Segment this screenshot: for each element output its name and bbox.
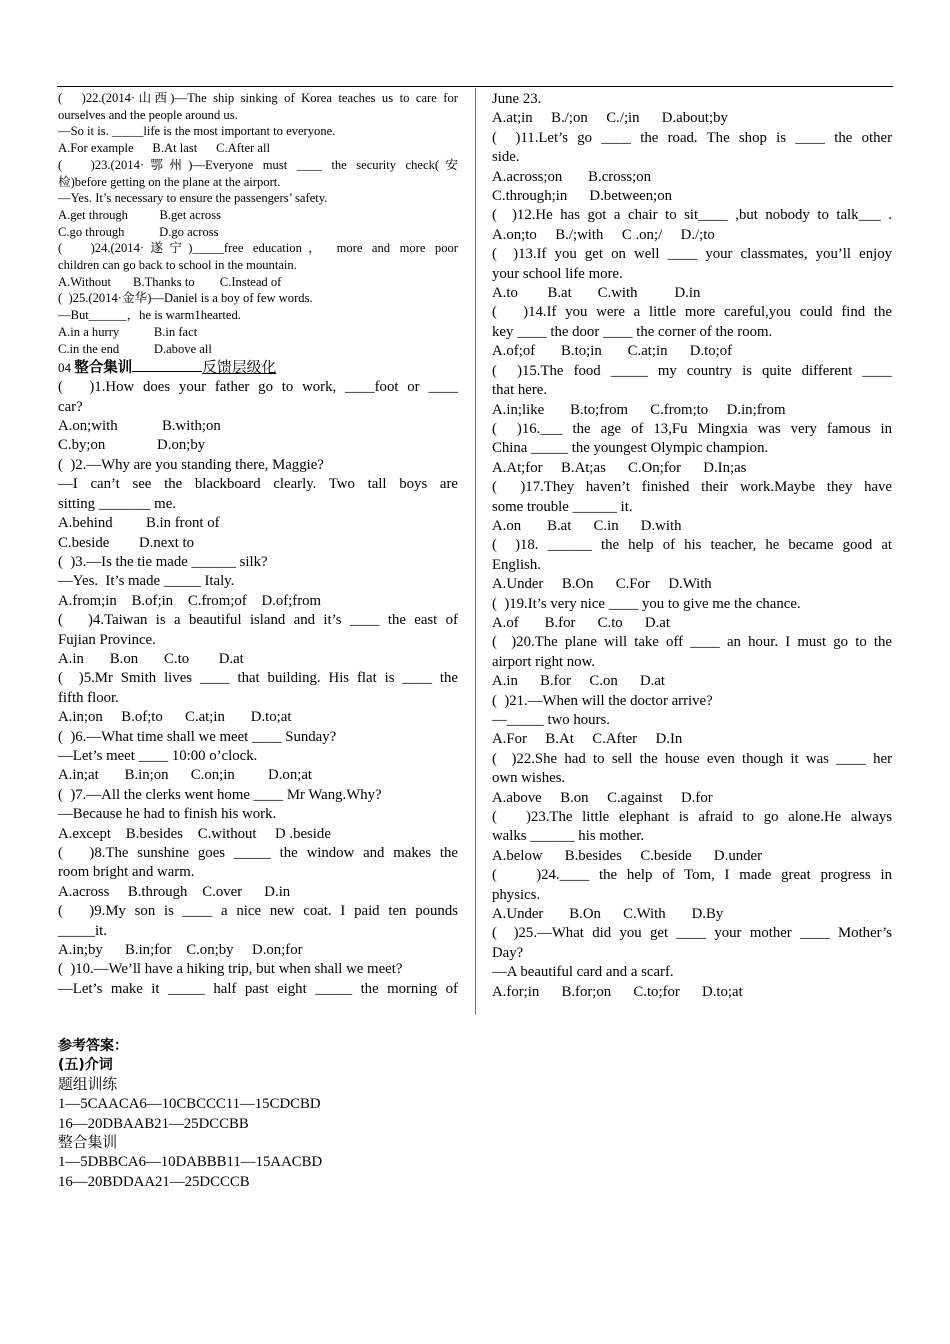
- answer-key: [58, 1037, 458, 1192]
- text-line: A.in;like B.to;from C.from;to D.in;from: [492, 401, 786, 418]
- text-line: —Because he had to finish his work.: [58, 806, 277, 823]
- text-line: A.across B.through C.over D.in: [58, 883, 291, 900]
- text-line: that here.: [492, 382, 548, 399]
- text-line: A.of B.for C.to D.at: [492, 614, 670, 631]
- text-line: sitting _______ me.: [58, 495, 176, 512]
- text-line: C.beside D.next to: [58, 534, 195, 551]
- text-line: A.except B.besides C.without D .beside: [58, 825, 331, 842]
- section-title: 整合集训: [74, 360, 133, 377]
- text-line: side.: [492, 149, 520, 166]
- section-header: [58, 358, 458, 378]
- text-line: ( )3.—Is the tie made ______ silk?: [58, 553, 268, 570]
- text-line: C.in the end D.above all: [58, 341, 212, 356]
- text-line: ( )12.He has got a chair to sit____ ,but nobody to talk___ .: [492, 207, 892, 224]
- text-line: ( )10.—We’ll have a hiking trip, but when shall we meet?: [58, 961, 403, 978]
- text-line: A.behind B.in front of: [58, 515, 220, 532]
- text-line: fifth floor.: [58, 689, 119, 706]
- text-line: —Let’s make it _____ half past eight _____ the morning of: [58, 980, 458, 997]
- text-line: ( )24.(2014·遂宁)_____free education， more and more poor: [58, 241, 458, 256]
- answer-line: 整合集训: [58, 1135, 118, 1152]
- text-line: A.from;in B.of;in C.from;of D.of;from: [58, 592, 322, 609]
- text-line: A.on;to B./;with C .on;/ D./;to: [492, 226, 715, 243]
- text-line: A.above B.on C.against D.for: [492, 789, 713, 806]
- text-line: ( )24.____ the help of Tom, I made great progress in: [492, 867, 892, 884]
- text-line: —Yes. It’s made _____ Italy.: [58, 573, 235, 590]
- column-divider: [475, 88, 476, 1015]
- right-column: [492, 90, 892, 1002]
- answer-line: 16—20DBAAB21—25DCCBB: [58, 1115, 249, 1132]
- text-line: A.in;by B.in;for C.on;by D.on;for: [58, 942, 303, 959]
- text-line: ( )5.Mr Smith lives ____ that building. His flat is ____ the: [58, 670, 458, 687]
- text-line: your school life more.: [492, 265, 623, 282]
- text-line: Day?: [492, 944, 524, 961]
- text-line: A.for;in B.for;on C.to;for D.to;at: [492, 983, 743, 1000]
- answer-line: 题组训练: [58, 1076, 118, 1093]
- text-line: —Let’s meet ____ 10:00 o’clock.: [58, 747, 258, 764]
- text-line: C.go through D.go across: [58, 224, 219, 239]
- text-line: A.below B.besides C.beside D.under: [492, 847, 763, 864]
- answer-line: 16—20BDDAA21—25DCCCB: [58, 1173, 250, 1190]
- text-line: A.Without B.Thanks to C.Instead of: [58, 274, 282, 289]
- text-line: ( )22.She had to sell the house even though it was ____ her: [492, 750, 892, 767]
- text-line: China _____ the youngest Olympic champion.: [492, 440, 769, 457]
- text-line: —But______，he is warm1hearted.: [58, 308, 241, 323]
- answer-line: 1—5DBBCA6—10DABBB11—15AACBD: [58, 1154, 323, 1171]
- text-line: A.in a hurry B.in fact: [58, 324, 198, 339]
- header-underline: [132, 359, 202, 372]
- text-line: car?: [58, 398, 83, 415]
- text-line: C.through;in D.between;on: [492, 188, 673, 205]
- text-line: children can go back to school in the mountain.: [58, 258, 297, 273]
- text-line: ( )11.Let’s go ____ the road. The shop is ____ the other: [492, 129, 892, 146]
- text-line: —Yes. It’s necessary to ensure the passengers’ safety.: [58, 191, 328, 206]
- text-line: ( )21.—When will the doctor arrive?: [492, 692, 713, 709]
- left-small-questions: [58, 90, 458, 357]
- text-line: A.in;at B.in;on C.on;in D.on;at: [58, 767, 313, 784]
- section-subtitle: 反馈层级化: [202, 360, 277, 377]
- text-line: room bright and warm.: [58, 864, 195, 881]
- left-column: [58, 90, 458, 999]
- text-line: physics.: [492, 886, 541, 903]
- answer-subheading: (五)介词: [58, 1057, 113, 1074]
- text-line: ( )25.(2014·金华)—Daniel is a boy of few words.: [58, 291, 313, 306]
- text-line: —_____ two hours.: [492, 712, 610, 728]
- text-line: ( )14.If you were a little more careful,you could find the: [492, 304, 892, 321]
- text-line: ( )7.—All the clerks went home ____ Mr Wang.Why?: [58, 786, 382, 803]
- text-line: A.of;of B.to;in C.at;in D.to;of: [492, 343, 733, 360]
- text-line: own wishes.: [492, 770, 566, 787]
- text-line: A.At;for B.At;as C.On;for D.In;as: [492, 459, 747, 476]
- text-line: A.Under B.On C.With D.By: [492, 906, 724, 923]
- text-line: ( )1.How does your father go to work, ____foot or ____: [58, 379, 458, 396]
- text-line: A.in;on B.of;to C.at;in D.to;at: [58, 709, 292, 726]
- text-line: A.Under B.On C.For D.With: [492, 576, 712, 593]
- text-line: A.get through B.get across: [58, 207, 221, 222]
- text-line: ( )23.(2014·鄂州)—Everyone must ____ the security check(安: [58, 157, 458, 172]
- answer-line: 1—5CAACA6—10CBCCC11—15CDCBD: [58, 1096, 321, 1113]
- text-line: —I can’t see the blackboard clearly. Two tall boys are: [58, 476, 458, 493]
- text-line: A.across;on B.cross;on: [492, 168, 652, 185]
- text-line: ( )23.The little elephant is afraid to go alone.He always: [492, 809, 892, 826]
- text-line: —So it is. _____life is the most important to everyone.: [58, 124, 336, 139]
- text-line: key ____ the door ____ the corner of the room.: [492, 323, 773, 340]
- text-line: _____it.: [58, 922, 107, 939]
- text-line: ( )2.—Why are you standing there, Maggie?: [58, 456, 324, 473]
- text-line: ( )20.The plane will take off ____ an hour. I must go to the: [492, 634, 892, 651]
- text-line: ourselves and the people around us.: [58, 107, 238, 122]
- text-line: 检)before getting on the plane at the airport.: [58, 174, 281, 189]
- text-line: Fujian Province.: [58, 631, 156, 648]
- section-number: 04: [58, 360, 75, 376]
- top-rule: [57, 86, 893, 87]
- text-line: ( )4.Taiwan is a beautiful island and it’s ____ the east of: [58, 612, 458, 629]
- text-line: C.by;on D.on;by: [58, 437, 206, 454]
- text-line: A.at;in B./;on C./;in D.about;by: [492, 110, 728, 127]
- text-line: ( )19.It’s very nice ____ you to give me the chance.: [492, 595, 801, 612]
- text-line: A.For B.At C.After D.In: [492, 731, 683, 748]
- text-line: ( )18. ______ the help of his teacher, he became good at: [492, 537, 892, 554]
- text-line: walks ______ his mother.: [492, 828, 645, 845]
- text-line: A.to B.at C.with D.in: [492, 285, 701, 302]
- text-line: ( )9.My son is ____ a nice new coat. I paid ten pounds: [58, 903, 458, 920]
- text-line: ( )25.—What did you get ____ your mother ____ Mother’s: [492, 925, 892, 942]
- text-line: ( )8.The sunshine goes _____ the window and makes the: [58, 845, 458, 861]
- text-line: ( )22.(2014·山西)—The ship sinking of Korea teaches us to care for: [58, 91, 458, 105]
- text-line: June 23.: [492, 91, 542, 107]
- text-line: ( )15.The food _____ my country is quite different ____: [492, 362, 892, 379]
- text-line: A.on;with B.with;on: [58, 418, 221, 435]
- text-line: A.in B.on C.to D.at: [58, 650, 244, 667]
- left-body-questions: [58, 378, 458, 999]
- text-line: ( )16.___ the age of 13,Fu Mingxia was very famous in: [492, 420, 892, 437]
- text-line: —A beautiful card and a scarf.: [492, 964, 674, 981]
- text-line: ( )13.If you get on well ____ your classmates, you’ll enjoy: [492, 246, 892, 263]
- right-body-questions: [492, 90, 892, 1002]
- text-line: A.For example B.At last C.After all: [58, 141, 270, 156]
- text-line: some trouble ______ it.: [492, 498, 633, 515]
- text-line: ( )17.They haven’t finished their work.Maybe they have: [492, 479, 892, 496]
- text-line: A.in B.for C.on D.at: [492, 673, 666, 690]
- answer-heading: 参考答案：: [58, 1038, 128, 1054]
- text-line: English.: [492, 556, 541, 573]
- text-line: ( )6.—What time shall we meet ____ Sunday?: [58, 728, 337, 745]
- text-line: airport right now.: [492, 653, 596, 670]
- text-line: A.on B.at C.in D.with: [492, 517, 682, 534]
